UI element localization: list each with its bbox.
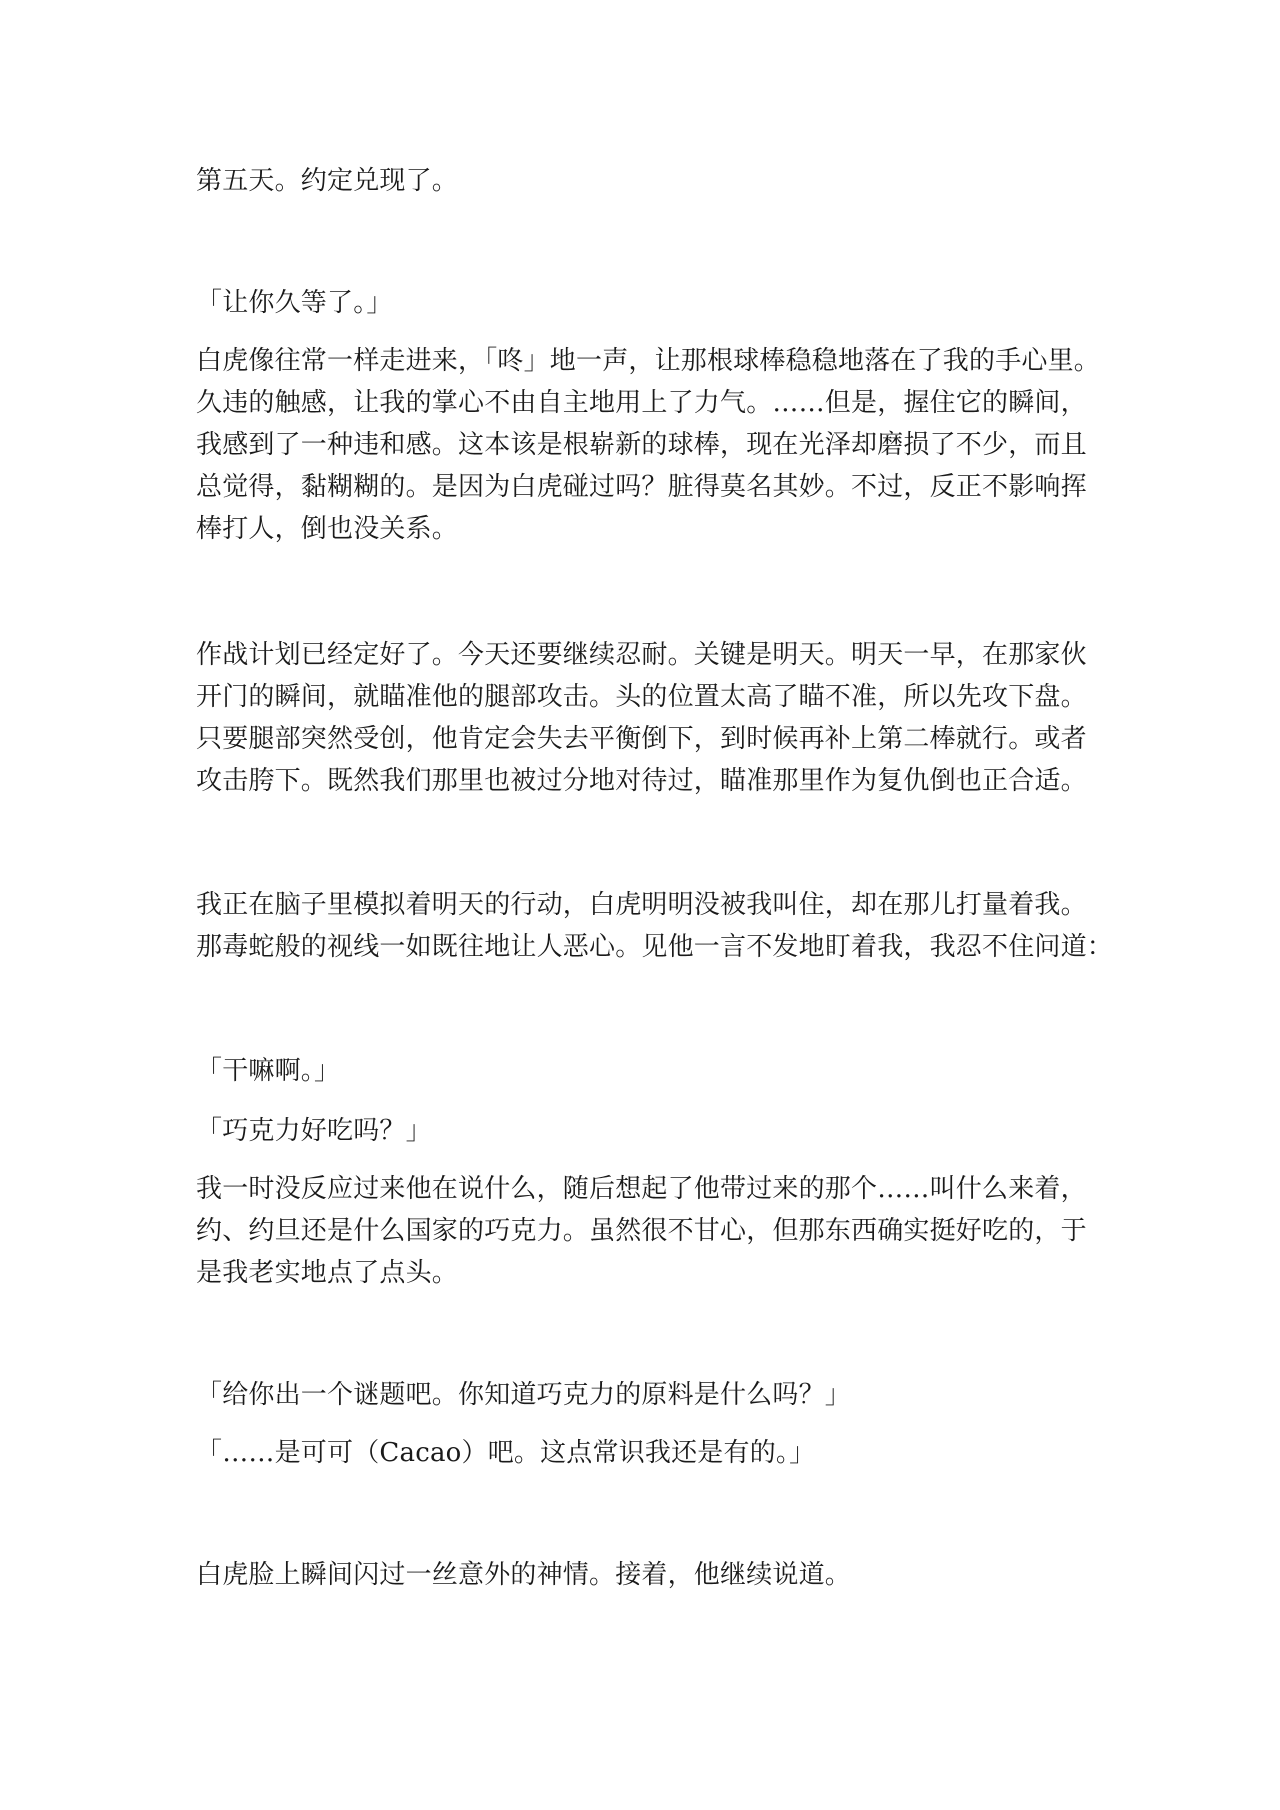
text-line: 那毒蛇般的视线一如既往地让人恶心。见他一言不发地盯着我，我忍不住问道： <box>196 932 1114 962</box>
dialogue-chocolate-tasty <box>196 1110 1096 1152</box>
dialogue-riddle <box>196 1374 1096 1416</box>
paragraph-surprise <box>196 1554 1096 1596</box>
dialogue-cacao <box>196 1432 1096 1474</box>
text-line: 「……是可可（Cacao）吧。这点常识我还是有的。」 <box>196 1438 816 1468</box>
text-line: 总觉得，黏糊糊的。是因为白虎碰过吗？脏得莫名其妙。不过，反正不影响挥 <box>196 472 1087 502</box>
text-line: 开门的瞬间，就瞄准他的腿部攻击。头的位置太高了瞄不准，所以先攻下盘。 <box>196 682 1087 712</box>
text-line: 作战计划已经定好了。今天还要继续忍耐。关键是明天。明天一早，在那家伙 <box>196 640 1087 670</box>
paragraph-battle-plan <box>196 634 1096 802</box>
paragraph-day-five <box>196 160 1096 202</box>
text-line: 第五天。约定兑现了。 <box>196 166 459 196</box>
text-line: 只要腿部突然受创，他肯定会失去平衡倒下，到时候再补上第二棒就行。或者 <box>196 724 1087 754</box>
paragraph-bat-handover <box>196 340 1101 550</box>
text-line: 「巧克力好吃吗？」 <box>196 1116 432 1146</box>
text-line: 久违的触感，让我的掌心不由自主地用上了力气。……但是，握住它的瞬间， <box>196 388 1087 418</box>
paragraph-chocolate-memory <box>196 1168 1096 1294</box>
text-line: 「干嘛啊。」 <box>196 1056 341 1086</box>
dialogue-sorry-wait <box>196 282 1096 324</box>
text-line: 白虎像往常一样走进来，「咚」地一声，让那根球棒稳稳地落在了我的手心里。 <box>196 346 1101 376</box>
text-line: 我正在脑子里模拟着明天的行动，白虎明明没被我叫住，却在那儿打量着我。 <box>196 890 1087 920</box>
text-line: 棒打人，倒也没关系。 <box>196 514 459 544</box>
paragraph-simulation <box>196 884 1114 968</box>
text-line: 白虎脸上瞬间闪过一丝意外的神情。接着，他继续说道。 <box>196 1560 852 1590</box>
text-line: 约、约旦还是什么国家的巧克力。虽然很不甘心，但那东西确实挺好吃的，于 <box>196 1216 1087 1246</box>
dialogue-what <box>196 1050 1096 1092</box>
text-line: 「让你久等了。」 <box>196 288 393 318</box>
text-line: 是我老实地点了点头。 <box>196 1258 459 1288</box>
text-line: 「给你出一个谜题吧。你知道巧克力的原料是什么吗？」 <box>196 1380 852 1410</box>
text-line: 我感到了一种违和感。这本该是根崭新的球棒，现在光泽却磨损了不少，而且 <box>196 430 1087 460</box>
text-line: 攻击胯下。既然我们那里也被过分地对待过，瞄准那里作为复仇倒也正合适。 <box>196 766 1087 796</box>
text-line: 我一时没反应过来他在说什么，随后想起了他带过来的那个……叫什么来着， <box>196 1174 1087 1204</box>
